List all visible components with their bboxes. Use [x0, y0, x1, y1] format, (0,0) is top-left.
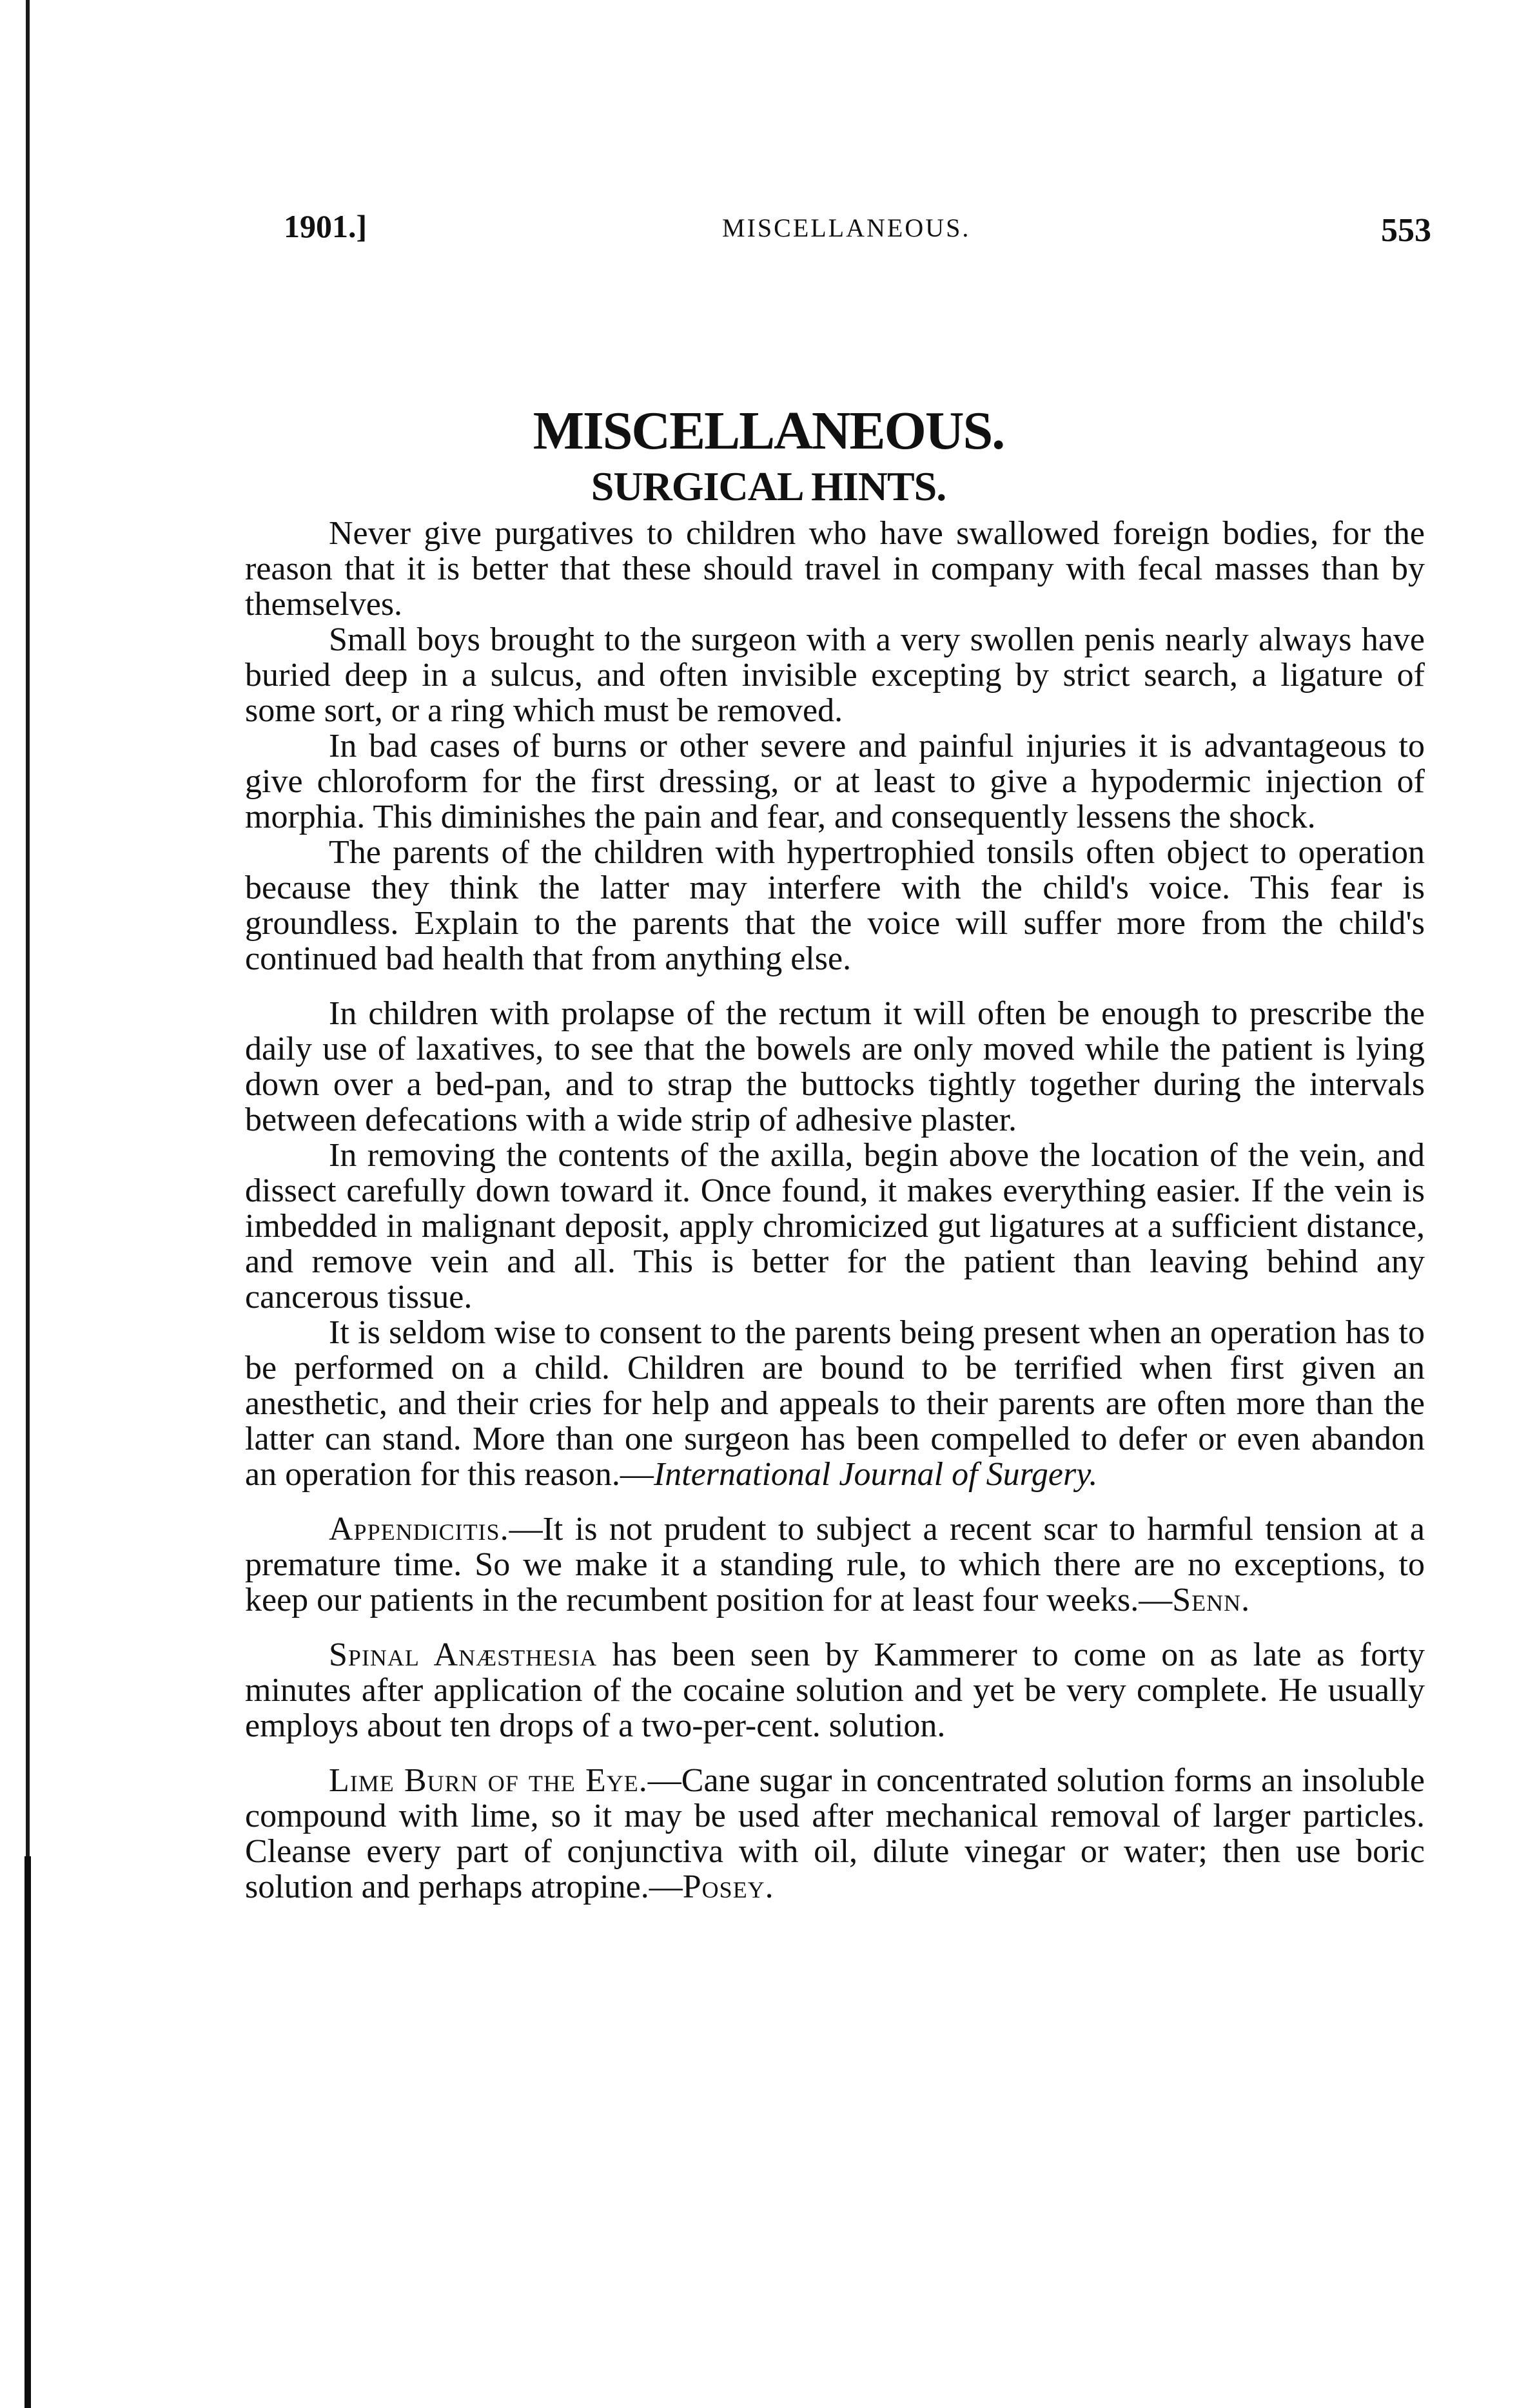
paragraph-text: —It is not prudent to subject a recent scar to harmful tension at a premature time. So we make it a standing rule, to which there are no exceptions, to keep our patients in the recumbent position for at least four weeks.— [245, 1511, 1425, 1618]
paragraph-prolapse [245, 996, 1425, 1138]
paragraph-text: The parents of the children with hypertrophied tonsils often object to operation because they think the latter may interfere with the child's voice. This fear is groundless. Explain to the parents that the voice will suffer more from the child's continued bad health that from anything else. [245, 834, 1425, 977]
running-head-year: 1901.] [284, 208, 367, 244]
paragraph-lead: Appendicitis. [329, 1511, 509, 1548]
paragraph-text: Small boys brought to the surgeon with a very swollen penis nearly always have buried deep in a sulcus, and often invisible excepting by strict search, a ligature of some sort, or a ring which must be removed. [245, 621, 1425, 729]
paragraph-lead: Lime Burn of the Eye. [329, 1762, 648, 1799]
paragraph-lime-burn [245, 1763, 1425, 1905]
paragraph-appendicitis [245, 1511, 1425, 1618]
paragraph-text: In removing the contents of the axilla, begin above the location of the vein, and dissect carefully down toward it. Once found, it makes everything easier. If the vein is imbedded in malignant deposit, apply chromicized gut ligatures at a sufficient distance, and remove vein and all. This is better for the patient than leaving behind any cancerous tissue. [245, 1137, 1425, 1316]
paragraph-tonsils [245, 835, 1425, 976]
article-body [245, 516, 1425, 1905]
article-title: MISCELLANEOUS. [533, 401, 1004, 461]
paragraph-swollen-penis [245, 622, 1425, 728]
paragraph-text: In children with prolapse of the rectum it will often be enough to prescribe the daily use of laxatives, to see that the bowels are only moved while the patient is lying down over a bed-pan, and to strap the buttocks tightly together during the intervals between defecations with a wide strip of adhesive plaster. [245, 995, 1425, 1138]
paragraph-purgatives [245, 516, 1425, 622]
paragraph-text: has been seen by Kammerer to come on as late as forty minutes after application of the cocaine solution and yet be very complete. He usually employs about ten drops of a two-per-cent. solution. [245, 1636, 1425, 1744]
citation-author: Posey. [682, 1869, 774, 1905]
running-head-title: MISCELLANEOUS. [722, 213, 971, 242]
article-subtitle: SURGICAL HINTS. [591, 463, 946, 509]
page-binding-edge-shadow [24, 1856, 31, 2408]
paragraph-text: Never give purgatives to children who have swallowed foreign bodies, for the reason that it is better that these should travel in company with fecal masses than by themselves. [245, 515, 1425, 623]
paragraph-axilla [245, 1138, 1425, 1315]
paragraph-text: In bad cases of burns or other severe and painful injuries it is advantageous to give chloroform for the first dressing, or at least to give a hypodermic injection of morphia. This diminishes the pain and fear, and consequently lessens the shock. [245, 728, 1425, 835]
citation-author: Senn. [1172, 1582, 1251, 1618]
paragraph-parents-present [245, 1315, 1425, 1492]
paragraph-spinal-anaesthesia [245, 1637, 1425, 1743]
citation-source: International Journal of Surgery. [653, 1456, 1098, 1493]
page-number: 553 [1381, 212, 1431, 249]
paragraph-lead: Spinal Anæsthesia [329, 1636, 598, 1673]
paragraph-burns [245, 728, 1425, 835]
running-head [284, 208, 1431, 249]
paragraph-text: —Cane sugar in concentrated solution forms an insoluble compound with lime, so it may be used after mechanical removal of larger particles. Cleanse every part of conjunctiva with oil, dilute vinegar or water; then use boric solution and perhaps atropine.— [245, 1762, 1425, 1905]
paragraph-text: It is seldom wise to consent to the parents being present when an operation has to be performed on a child. Children are bound to be terrified when first given an anesthetic, and their cries for help and appeals to their parents are often more than the latter can stand. More than one surgeon has been compelled to defer or even abandon an operation for this reason.— [245, 1314, 1425, 1493]
